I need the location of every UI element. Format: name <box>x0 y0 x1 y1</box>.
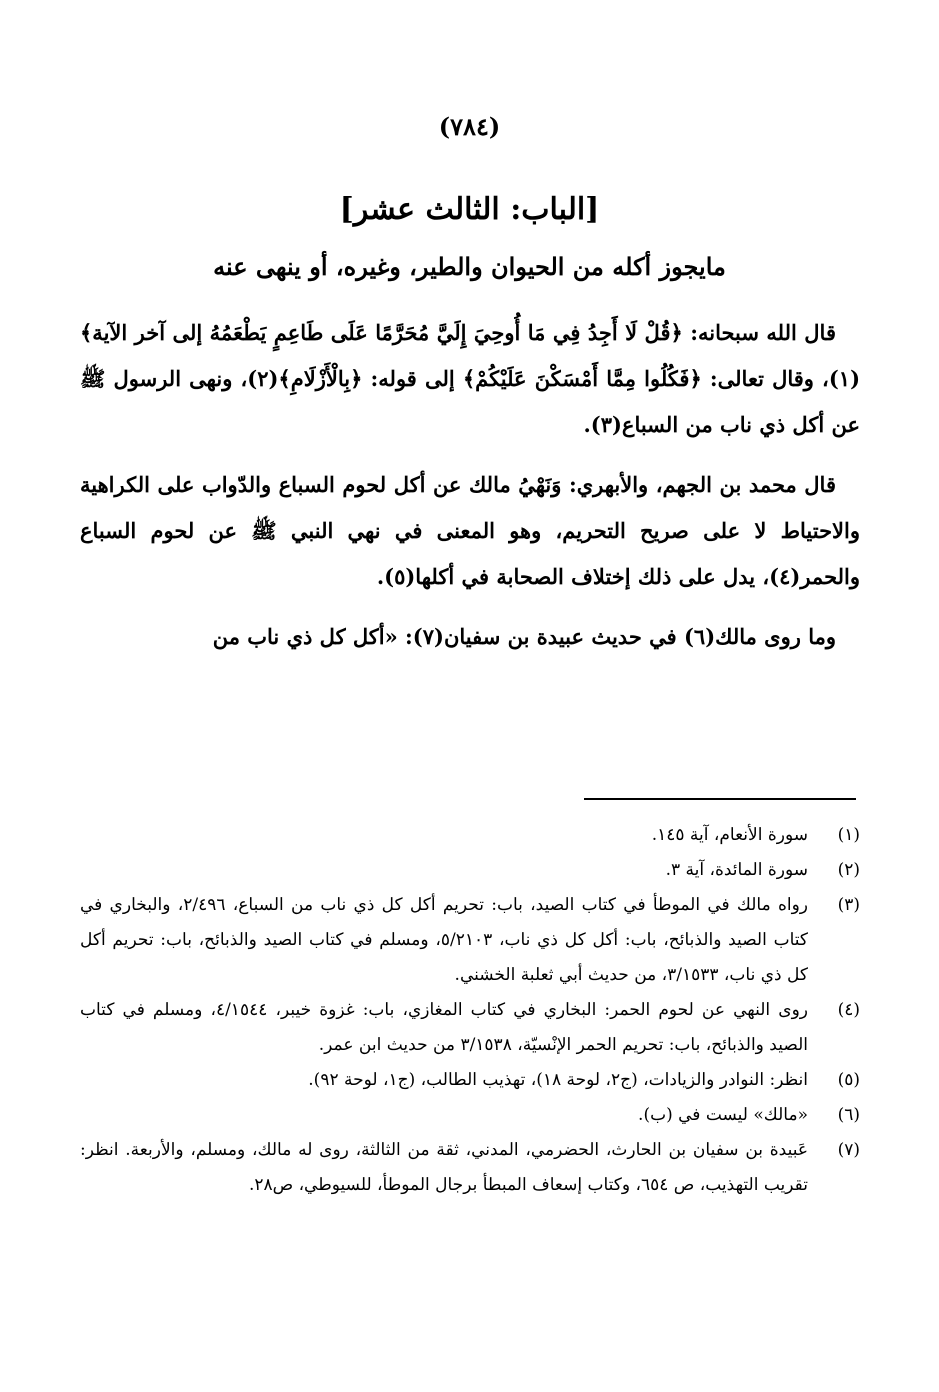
footnote-number: (٢) <box>837 860 860 880</box>
footnote-text: سورة الأنعام، آية ١٤٥. <box>651 825 808 845</box>
footnote-number: (١) <box>837 825 860 845</box>
footnote-text: انظر: النوادر والزيادات، (ج٢، لوحة ١٨)، تهذيب الطالب، (ج١، لوحة ٩٢). <box>308 1070 808 1090</box>
footnote-separator <box>584 798 856 800</box>
footnote <box>80 1063 860 1098</box>
body-paragraph: وما روى مالك(٦) في حديث عبيدة بن سفيان(٧): «أكل كل ذي ناب من <box>212 624 836 649</box>
body-paragraph: قال محمد بن الجهم، والأبهري: وَنَهْيُ مالك عن أكل لحوم السباع والدّواب على الكراهية والاحتياط لا على صريح التحريم، وهو المعنى في نهي النبي ﷺ عن لحوم السباع والحمر(٤)، يدل على ذلك إختلاف الصحابة في أكلها(٥). <box>80 472 860 589</box>
footnote <box>80 993 860 1063</box>
footnote-number: (٣) <box>837 895 860 915</box>
body-paragraph: قال الله سبحانه: ﴿قُلْ لَا أَجِدُ فِي مَا أُوحِيَ إِلَيَّ مُحَرَّمًا عَلَى طَاعِمٍ يَطْعَمُهُ إلى آخر الآية﴾(١)، وقال تعالى: ﴿فَكُلُوا مِمَّا أَمْسَكْنَ عَلَيْكُمْ﴾ إلى قوله: ﴿بِالْأَزْلَامِ﴾(٢)، ونهى الرسول ﷺ عن أكل ذي ناب من السباع(٣). <box>80 320 860 437</box>
footnote <box>80 818 860 853</box>
footnote-text: سورة المائدة، آية ٣. <box>665 860 808 880</box>
footnote-text: «مالك» ليست في (ب). <box>638 1105 808 1125</box>
footnote-text: عَبيدة بن سفيان بن الحارث، الحضرمي، المدني، ثقة من الثالثة، روى له مالك، ومسلم، والأربعة. انظر: تقريب التهذيب، ص ٦٥٤، وكتاب إسعاف المبطأ برجال الموطأ، للسيوطي، ص٢٨. <box>80 1140 808 1195</box>
body-text <box>80 310 860 674</box>
footnote <box>80 888 860 993</box>
footnote-number: (٥) <box>837 1070 860 1090</box>
footnote <box>80 853 860 888</box>
chapter-title: [الباب: الثالث عشر] <box>339 192 600 227</box>
footnote <box>80 1133 860 1203</box>
footnotes <box>80 818 860 1203</box>
footnote-number: (٧) <box>837 1140 860 1160</box>
footnote-text: روى النهي عن لحوم الحمر: البخاري في كتاب المغازي، باب: غزوة خيبر، ٤/١٥٤٤، ومسلم في كتاب الصيد والذبائح، باب: تحريم الحمر الإنْسيّة، ٣/١٥٣٨ من حديث ابن عمر. <box>80 1000 808 1055</box>
footnote-number: (٦) <box>837 1105 860 1125</box>
footnote-number: (٤) <box>837 1000 860 1020</box>
footnote <box>80 1098 860 1133</box>
page-number: (٧٨٤) <box>438 112 501 141</box>
chapter-subtitle: مايجوز أكله من الحيوان والطير، وغيره، أو ينهى عنه <box>213 252 726 281</box>
footnote-text: رواه مالك في الموطأ في كتاب الصيد، باب: تحريم أكل كل ذي ناب من السباع، ٢/٤٩٦، والبخاري في كتاب الصيد والذبائح، باب: أكل كل ذي ناب، ٥/٢١٠٣، ومسلم في كتاب الصيد والذبائح، باب: تحريم أكل كل ذي ناب، ٣/١٥٣٣، من حديث أبي ثعلبة الخشني. <box>80 895 808 985</box>
